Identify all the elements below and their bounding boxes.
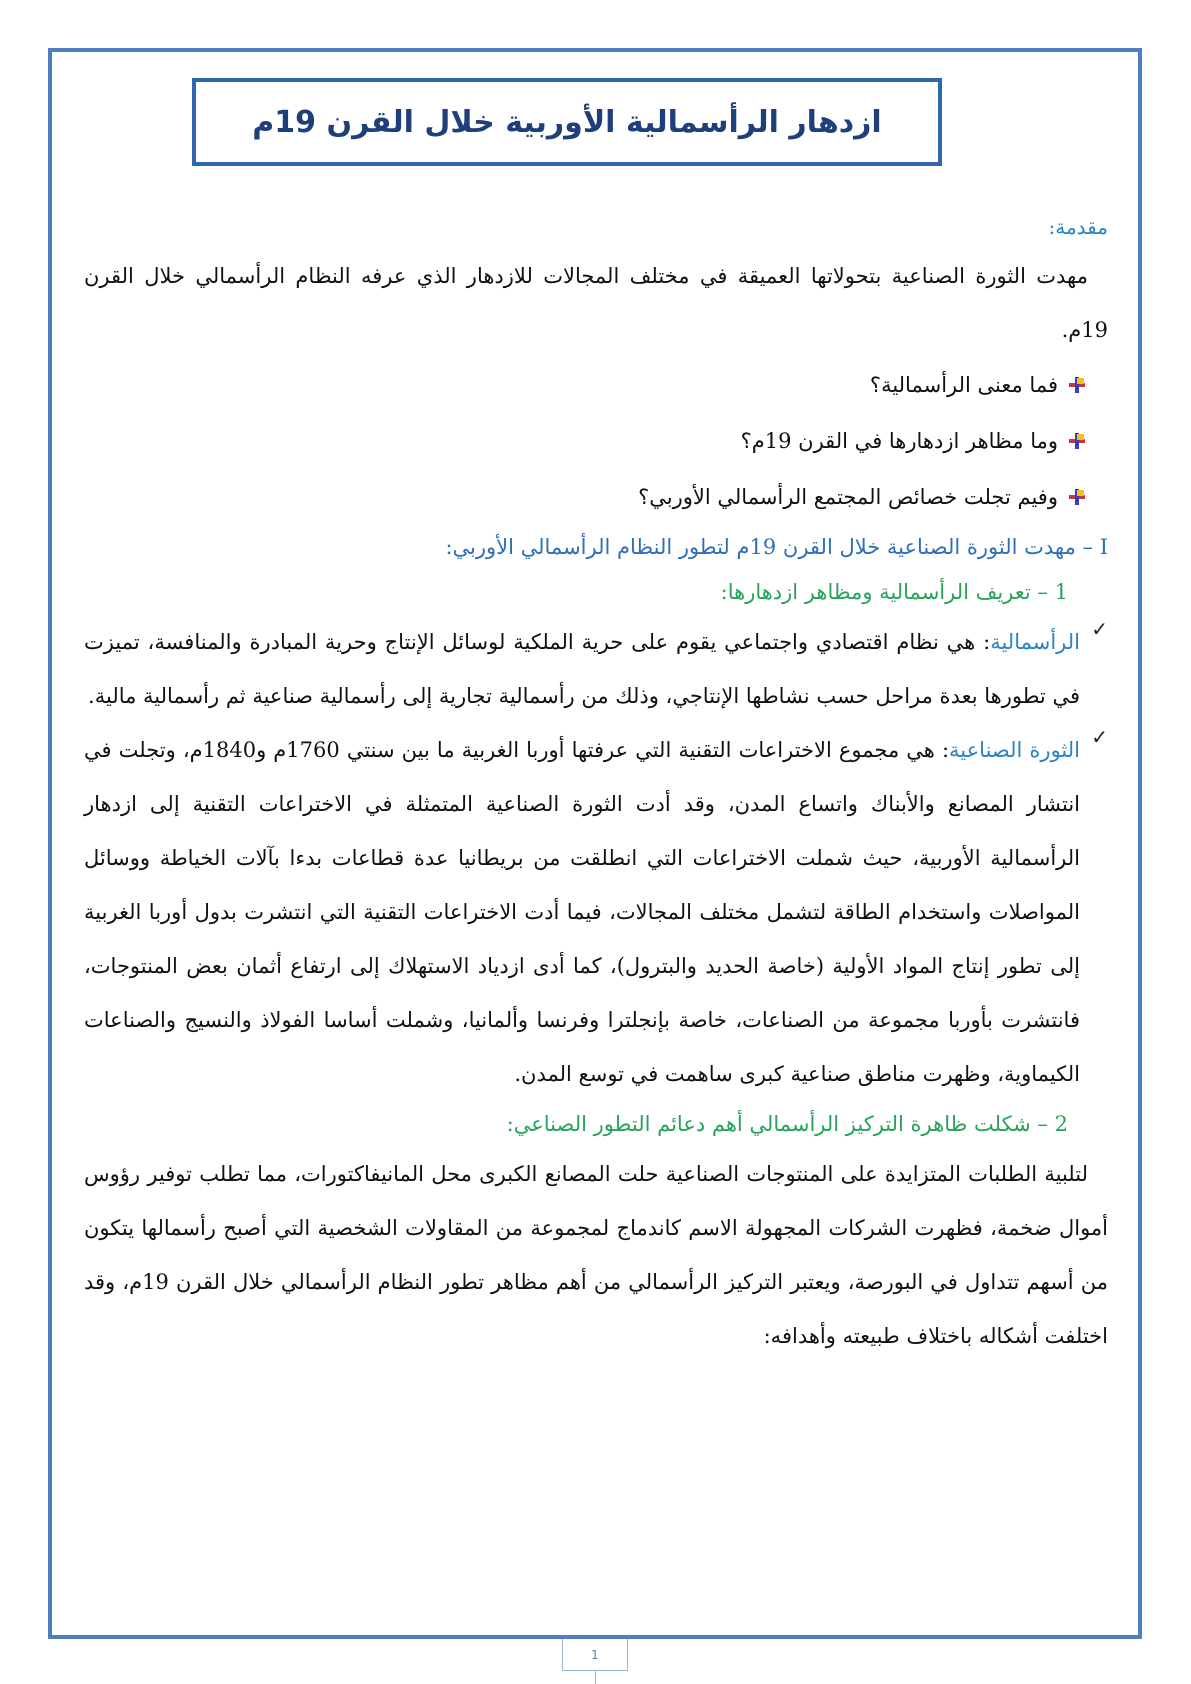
definition-text: هي نظام اقتصادي واجتماعي يقوم على حرية الملكية لوسائل الإنتاج وحرية المبادرة والمنافسة، تميزت في تطورها بعدة مراحل حسب نشاطها الإنتاجي، وذلك من رأسمالية تجارية إلى رأسمالية صناعية ثم رأسمالية مالية. bbox=[84, 630, 1080, 708]
definition-item: ✓ الرأسمالية: هي نظام اقتصادي واجتماعي يقوم على حرية الملكية لوسائل الإنتاج وحرية المبادرة والمنافسة، تميزت في تطورها بعدة مراحل حسب نشاطها الإنتاجي، وذلك من رأسمالية تجارية إلى رأسمالية صناعية ثم رأسمالية مالية. bbox=[84, 617, 1108, 708]
arrow-cross-icon bbox=[1068, 376, 1086, 394]
page-title: ازدهار الرأسمالية الأوربية خلال القرن 19م bbox=[252, 104, 882, 140]
question-item bbox=[84, 413, 1108, 469]
question-text: وما مظاهر ازدهارها في القرن 19م؟ bbox=[740, 429, 1058, 453]
checkmark-icon: ✓ bbox=[1091, 617, 1108, 641]
arrow-cross-icon bbox=[1068, 432, 1086, 450]
question-item bbox=[84, 469, 1108, 525]
page-number: 1 bbox=[562, 1639, 628, 1671]
question-text: فما معنى الرأسمالية؟ bbox=[869, 373, 1058, 397]
title-box bbox=[192, 78, 942, 166]
question-text: وفيم تجلت خصائص المجتمع الرأسمالي الأوربي؟ bbox=[638, 485, 1058, 509]
page-number-divider bbox=[595, 1671, 596, 1684]
definition-term: الرأسمالية bbox=[990, 630, 1080, 654]
body-paragraph: لتلبية الطلبات المتزايدة على المنتوجات الصناعية حلت المصانع الكبرى محل المانيفاكتورات، مما تطلب توفير رؤوس أموال ضخمة، فظهرت الشركات المجهولة الاسم كاندماج لمجموعة من المقاولات الشخصية التي أصبح رأسمالها يتكون من أسهم تتداول في البورصة، ويعتبر التركيز الرأسمالي من أهم مظاهر تطور النظام الرأسمالي خلال القرن 19م، وقد اختلفت أشكاله باختلاف طبيعته وأهدافه: bbox=[84, 1162, 1108, 1348]
subsection-heading: 2 – شكلت ظاهرة التركيز الرأسمالي أهم دعائم التطور الصناعي: bbox=[506, 1112, 1068, 1136]
definition-term: الثورة الصناعية bbox=[949, 738, 1080, 762]
checkmark-icon: ✓ bbox=[1091, 725, 1108, 749]
definition-text: هي مجموع الاختراعات التقنية التي عرفتها أوربا الغربية ما بين سنتي 1760م و1840م، وتجلت في انتشار المصانع والأبناك واتساع المدن، وقد أدت الثورة الصناعية المتمثلة في الاختراعات التقنية إلى ازدهار الرأسمالية الأوربية، حيث شملت الاختراعات التي انطلقت من بريطانيا عدة قطاعات بدءا بآلات الخياطة ووسائل المواصلات واستخدام الطاقة لتشمل مختلف المجالات، فيما أدت الاختراعات التقنية التي انتشرت بدول أوربا الغربية إلى تطور إنتاج المواد الأولية (خاصة الحديد والبترول)، كما أدى ازدياد الاستهلاك إلى ارتفاع أثمان بعض المنتوجات، فانتشرت بأوربا مجموعة من الصناعات، خاصة بإنجلترا وفرنسا وألمانيا، وشملت أساسا الفولاذ والنسيج والصناعات الكيماوية، وظهرت مناطق صناعية كبرى ساهمت في توسع المدن. bbox=[84, 738, 1080, 1086]
subsection-heading: 1 – تعريف الرأسمالية ومظاهر ازدهارها: bbox=[720, 580, 1068, 604]
definition-item: ✓ الثورة الصناعية: هي مجموع الاختراعات التقنية التي عرفتها أوربا الغربية ما بين سنتي 1760م و1840م، وتجلت في انتشار المصانع والأبناك واتساع المدن، وقد أدت الثورة الصناعية المتمثلة في الاختراعات التقنية إلى ازدهار الرأسمالية الأوربية، حيث شملت الاختراعات التي انطلقت من بريطانيا عدة قطاعات بدءا بآلات الخياطة ووسائل المواصلات واستخدام الطاقة لتشمل مختلف المجالات، فيما أدت الاختراعات التقنية التي انتشرت بدول أوربا الغربية إلى تطور إنتاج المواد الأولية (خاصة الحديد والبترول)، كما أدى ازدياد الاستهلاك إلى ارتفاع أثمان بعض المنتوجات، فانتشرت بأوربا مجموعة من الصناعات، خاصة بإنجلترا وفرنسا وألمانيا، وشملت أساسا الفولاذ والنسيج والصناعات الكيماوية، وظهرت مناطق صناعية كبرى ساهمت في توسع المدن. bbox=[84, 725, 1108, 1086]
document-body bbox=[84, 205, 1108, 1363]
intro-paragraph: مهدت الثورة الصناعية بتحولاتها العميقة في مختلف المجالات للازدهار الذي عرفه النظام الرأسمالي خلال القرن 19م. bbox=[84, 264, 1108, 342]
arrow-cross-icon bbox=[1068, 488, 1086, 506]
intro-heading: مقدمة: bbox=[1048, 215, 1108, 239]
section-heading: I – مهدت الثورة الصناعية خلال القرن 19م لتطور النظام الرأسمالي الأوربي: bbox=[445, 535, 1108, 559]
question-item bbox=[84, 357, 1108, 413]
